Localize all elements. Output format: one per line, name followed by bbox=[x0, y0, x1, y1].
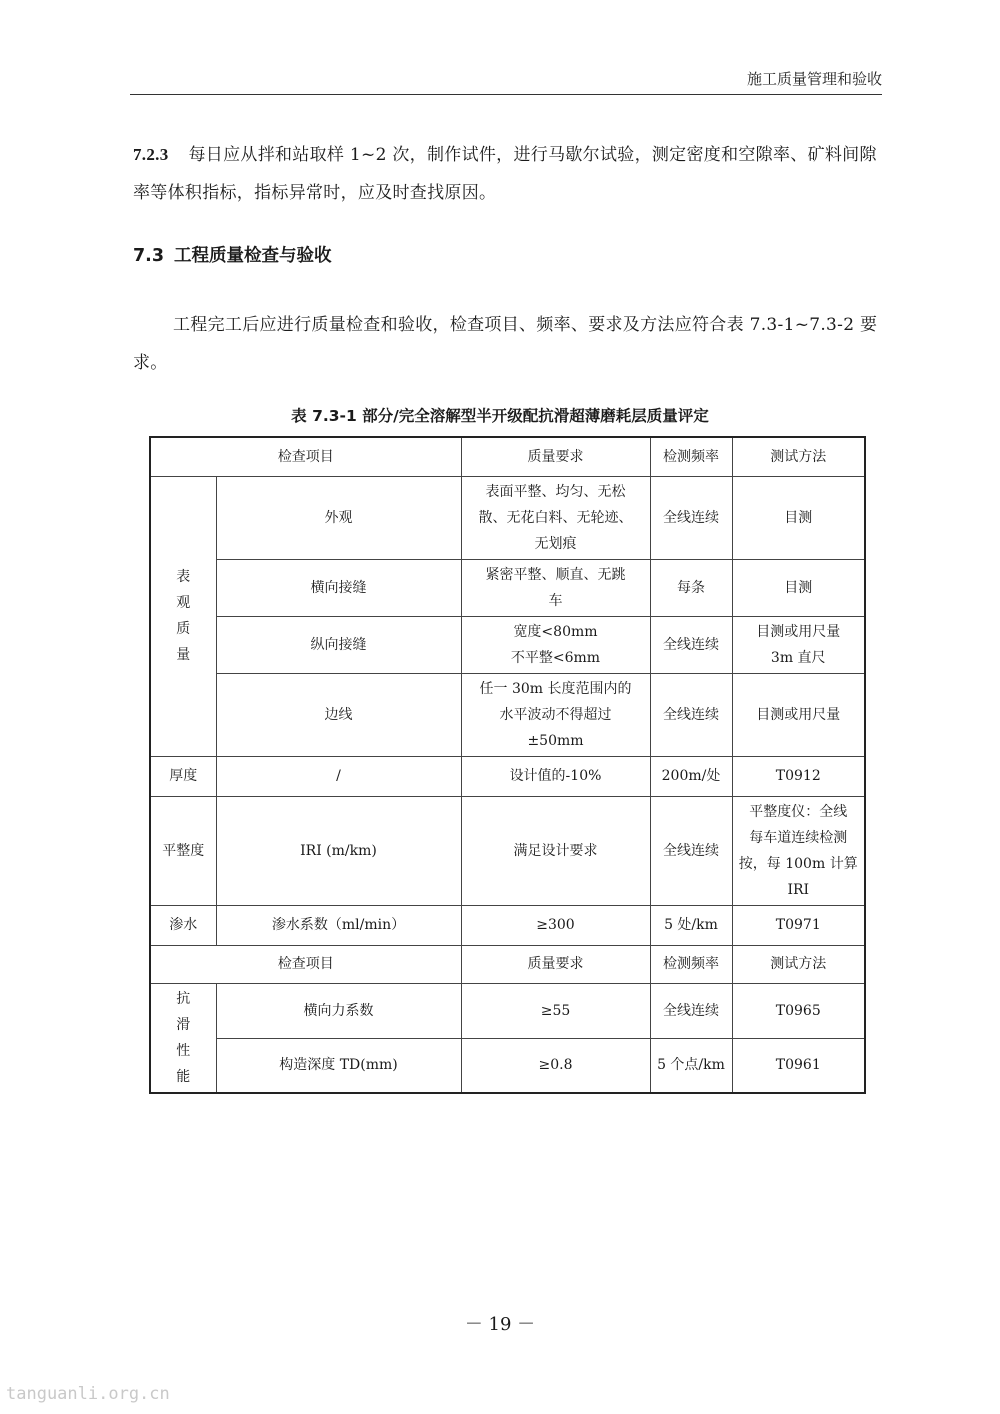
header-requirement: 质量要求 bbox=[461, 437, 650, 476]
row-requirement: 表面平整、均匀、无松 散、无花白料、无轮迹、 无划痕 bbox=[461, 476, 650, 559]
section-title: 工程质量检查与验收 bbox=[174, 246, 332, 266]
page-number: － 19 － bbox=[464, 1314, 536, 1335]
row-frequency: 全线连续 bbox=[650, 616, 732, 673]
watermark-text: tanguanli.org.cn bbox=[6, 1384, 170, 1404]
row-requirement: 宽度<80mm 不平整<6mm bbox=[461, 616, 650, 673]
table-row bbox=[150, 476, 865, 559]
row-item: 边线 bbox=[216, 673, 461, 756]
clause-number: 7.2.3 bbox=[133, 145, 169, 164]
row-requirement: 紧密平整、顺直、无跳 车 bbox=[461, 559, 650, 616]
row-label: 渗水 bbox=[150, 905, 216, 945]
row-method: 目测或用尺量 bbox=[732, 673, 865, 756]
row-method: T0912 bbox=[732, 756, 865, 796]
table-row bbox=[150, 616, 865, 673]
table-row-permeability bbox=[150, 905, 865, 945]
row-item: 构造深度 TD(mm) bbox=[216, 1039, 461, 1093]
row-method: T0971 bbox=[732, 905, 865, 945]
header-item: 检查项目 bbox=[150, 437, 461, 476]
row-method: 平整度仪：全线 每车道连续检测 按，每 100m 计算 IRI bbox=[732, 796, 865, 905]
table-row bbox=[150, 983, 865, 1039]
header-frequency: 检测频率 bbox=[650, 437, 732, 476]
table-caption: 表 7.3-1 部分/完全溶解型半开级配抗滑超薄磨耗层质量评定 bbox=[291, 407, 709, 425]
header-method: 测试方法 bbox=[732, 945, 865, 983]
section-number: 7.3 bbox=[133, 246, 165, 266]
row-method: 目测或用尺量 3m 直尺 bbox=[732, 616, 865, 673]
quality-table bbox=[149, 436, 866, 1094]
header-item: 检查项目 bbox=[150, 945, 461, 983]
row-item: 外观 bbox=[216, 476, 461, 559]
row-frequency: 5 处/km bbox=[650, 905, 732, 945]
running-header: 施工质量管理和验收 bbox=[746, 70, 882, 88]
row-frequency: 每条 bbox=[650, 559, 732, 616]
row-frequency: 200m/处 bbox=[650, 756, 732, 796]
table-row bbox=[150, 673, 865, 756]
row-requirement: 任一 30m 长度范围内的 水平波动不得超过 ±50mm bbox=[461, 673, 650, 756]
row-frequency: 全线连续 bbox=[650, 673, 732, 756]
clause-text: 每日应从拌和站取样 1~2 次，制作试件，进行马歇尔试验，测定密度和空隙率、矿料间隙率等体积指标，指标异常时，应及时查找原因。 bbox=[133, 145, 877, 203]
row-item: 横向接缝 bbox=[216, 559, 461, 616]
row-item: 纵向接缝 bbox=[216, 616, 461, 673]
row-requirement: ≥300 bbox=[461, 905, 650, 945]
row-frequency: 5 个点/km bbox=[650, 1039, 732, 1093]
row-frequency: 全线连续 bbox=[650, 983, 732, 1039]
surface-group-label: 表 观 质 量 bbox=[150, 476, 216, 756]
table-row-flatness bbox=[150, 796, 865, 905]
row-frequency: 全线连续 bbox=[650, 796, 732, 905]
row-requirement: ≥55 bbox=[461, 983, 650, 1039]
row-method: T0961 bbox=[732, 1039, 865, 1093]
section-heading bbox=[133, 242, 332, 267]
section-paragraph: 工程完工后应进行质量检查和验收，检查项目、频率、要求及方法应符合表 7.3-1~7.3-2 要求。 bbox=[133, 315, 878, 373]
table-header-row bbox=[150, 437, 865, 476]
row-item: 渗水系数（ml/min） bbox=[216, 905, 461, 945]
table-header-row-2 bbox=[150, 945, 865, 983]
row-requirement: 设计值的-10% bbox=[461, 756, 650, 796]
table-row-thickness bbox=[150, 756, 865, 796]
header-frequency: 检测频率 bbox=[650, 945, 732, 983]
row-item: IRI (m/km) bbox=[216, 796, 461, 905]
row-frequency: 全线连续 bbox=[650, 476, 732, 559]
row-label: 平整度 bbox=[150, 796, 216, 905]
table-row bbox=[150, 559, 865, 616]
clause-7-2-3 bbox=[133, 136, 883, 212]
row-method: 目测 bbox=[732, 476, 865, 559]
table-row bbox=[150, 1039, 865, 1093]
header-rule bbox=[130, 94, 882, 95]
header-method: 测试方法 bbox=[732, 437, 865, 476]
row-label: 厚度 bbox=[150, 756, 216, 796]
skid-group-label: 抗 滑 性 能 bbox=[150, 983, 216, 1093]
row-item: / bbox=[216, 756, 461, 796]
header-requirement: 质量要求 bbox=[461, 945, 650, 983]
row-method: 目测 bbox=[732, 559, 865, 616]
row-item: 横向力系数 bbox=[216, 983, 461, 1039]
row-requirement: 满足设计要求 bbox=[461, 796, 650, 905]
row-requirement: ≥0.8 bbox=[461, 1039, 650, 1093]
row-method: T0965 bbox=[732, 983, 865, 1039]
